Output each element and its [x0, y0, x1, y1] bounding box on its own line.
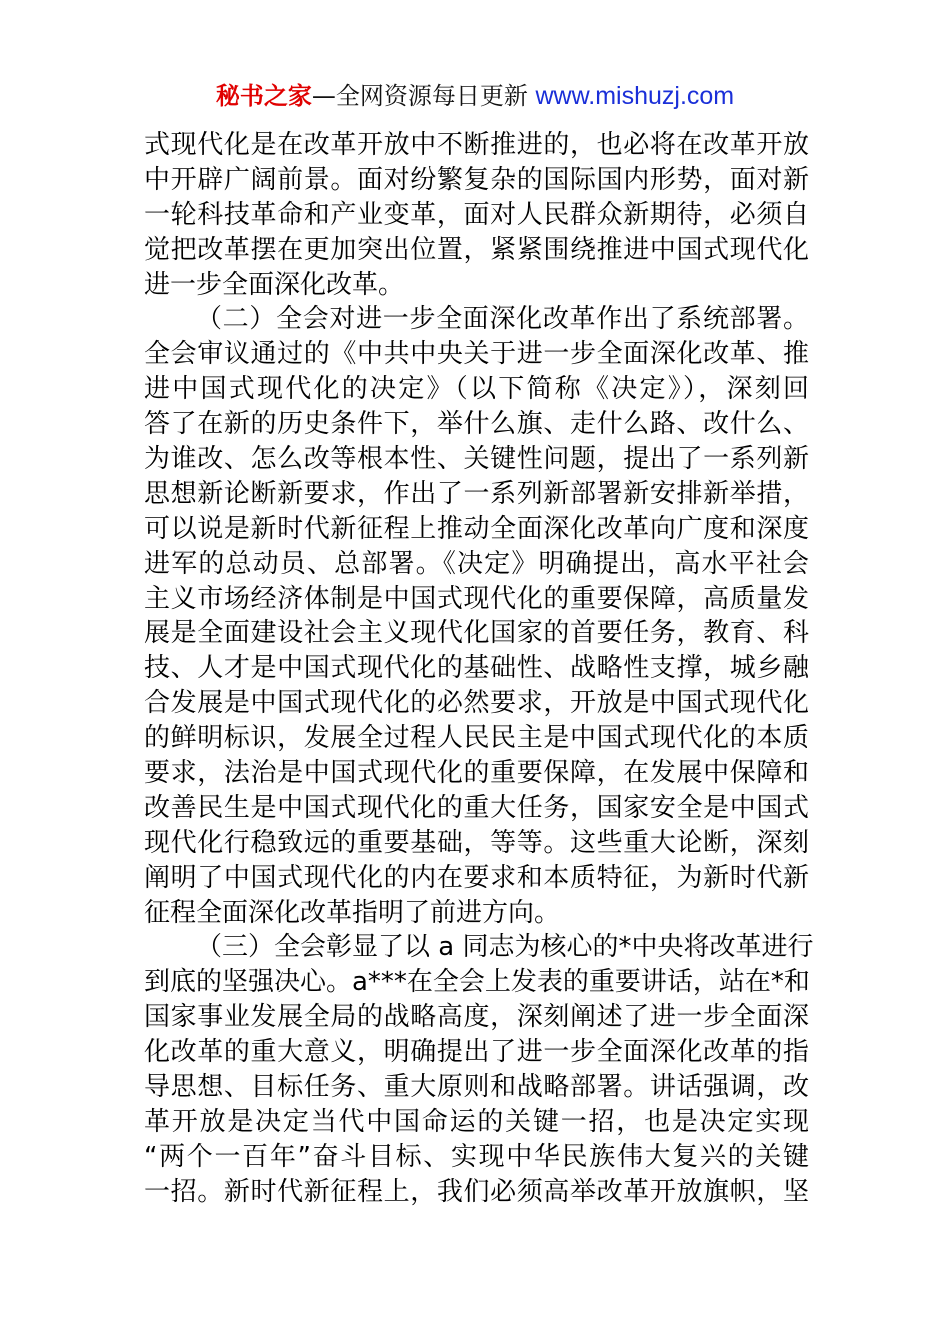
text-line: 为谁改、怎么改等根本性、关键性问题，提出了一系列新 — [144, 444, 809, 475]
text-line: 进军的总动员、总部署。《决定》明确提出，高水平社会 — [144, 548, 809, 579]
text-line: 现代化行稳致远的重要基础，等等。这些重大论断，深刻 — [144, 827, 809, 858]
text-line: 阐明了中国式现代化的内在要求和本质特征，为新时代新 — [144, 862, 809, 893]
document-body — [144, 128, 814, 1210]
text-line: 式现代化是在改革开放中不断推进的，也必将在改革开放 — [144, 130, 809, 160]
text-line: 答了在新的历史条件下，举什么旗、走什么路、改什么、 — [144, 409, 809, 440]
text-line: 导思想、目标任务、重大原则和战略部署。讲话强调，改 — [144, 1072, 809, 1103]
text-line: 技、人才是中国式现代化的基础性、战略性支撑，城乡融 — [144, 653, 809, 684]
section-heading-2: （二）全会对进一步全面深化改革作出了系统部署。 — [196, 304, 809, 335]
text-line: 主义市场经济体制是中国式现代化的重要保障，高质量发 — [144, 583, 809, 614]
text-line: 可以说是新时代新征程上推动全面深化改革向广度和深度 — [144, 513, 809, 544]
text-line: 进一步全面深化改革。 — [144, 269, 405, 300]
text-line: 全会审议通过的《中共中央关于进一步全面深化改革、推 — [144, 339, 809, 370]
text-line: 要求，法治是中国式现代化的重要保障，在发展中保障和 — [144, 758, 809, 789]
text-line: 革开放是决定当代中国命运的关键一招，也是决定实现 — [144, 1106, 809, 1137]
text-line: 改善民生是中国式现代化的重大任务，国家安全是中国式 — [144, 792, 809, 823]
text-line: 的鲜明标识，发展全过程人民民主是中国式现代化的本质 — [144, 723, 809, 754]
text-line: 觉把改革摆在更加突出位置，紧紧围绕推进中国式现代化 — [144, 234, 809, 265]
site-brand: 秘书之家 — [215, 82, 312, 110]
text-line: 化改革的重大意义，明确提出了进一步全面深化改革的指 — [144, 1037, 809, 1068]
text-line: 中开辟广阔前景。面对纷繁复杂的国际国内形势，面对新 — [144, 164, 809, 195]
text-line: 进中国式现代化的决定》（以下简称《决定》），深刻回 — [144, 374, 809, 405]
site-header — [0, 80, 950, 112]
text-line: 一轮科技革命和产业变革，面对人民群众新期待，必须自 — [144, 199, 809, 230]
text-line: 到底的坚强决心。a***在全会上发表的重要讲话，站在*和 — [144, 967, 810, 998]
text-line: “两个一百年”奋斗目标、实现中华民族伟大复兴的关键 — [144, 1141, 809, 1172]
site-url-link[interactable]: www.mishuzj.com — [535, 82, 735, 110]
site-tagline: —全网资源每日更新 — [311, 82, 528, 110]
text-line: 一招。新时代新征程上，我们必须高举改革开放旗帜，坚 — [144, 1176, 809, 1207]
section-heading-3: （三）全会彰显了以 a 同志为核心的*中央将改革进行 — [196, 932, 814, 963]
text-line: 展是全面建设社会主义现代化国家的首要任务，教育、科 — [144, 618, 809, 649]
text-line: 征程全面深化改革指明了前进方向。 — [144, 897, 561, 928]
text-line: 合发展是中国式现代化的必然要求，开放是中国式现代化 — [144, 688, 809, 719]
text-line: 思想新论断新要求，作出了一系列新部署新安排新举措， — [144, 478, 809, 509]
text-line: 国家事业发展全局的战略高度，深刻阐述了进一步全面深 — [144, 1002, 809, 1033]
